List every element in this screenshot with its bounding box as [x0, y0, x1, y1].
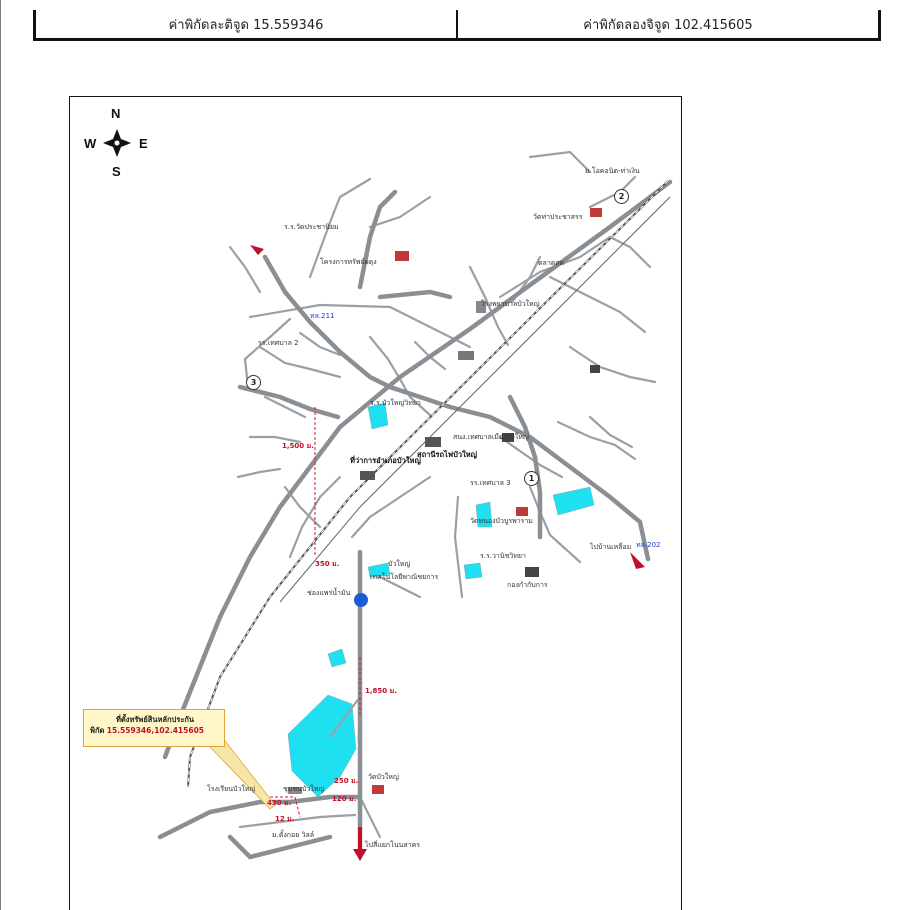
road-north — [360, 192, 395, 287]
label-school-buayai: ร.ร.บัวใหญ่วิทยา — [370, 399, 421, 407]
water-bodies — [288, 403, 594, 797]
label-school-wanwittaya: ร.ร.วานิชวิทยา — [480, 552, 526, 560]
label-mortgage-village: ม.โอคอนิต-ท่าเงิน — [585, 167, 640, 175]
arrow-nw — [250, 245, 264, 255]
callout-coords-prefix: พิกัด — [90, 726, 105, 735]
label-road-202: ทล.202 — [636, 541, 661, 549]
compass-west-label: W — [84, 136, 97, 151]
label-temple-prachasan: วัดท่าประชาสรร — [533, 213, 583, 221]
label-school-buayai2: โรงเรียนบัวใหญ่ — [207, 785, 256, 793]
label-lake: ช่องแพร่น้ำมัน — [307, 589, 351, 597]
railway — [188, 181, 670, 787]
label-school-prachaniyom: ร.ร.วัดประชานิยม — [284, 223, 339, 231]
distance-1850: 1,850 ม. — [365, 687, 397, 695]
label-to-bangna: ไปบ้านเหลื่อม — [590, 543, 632, 551]
location-map — [69, 96, 682, 910]
label-village-nearby: ม.ตั้งกอย วิลล์ — [272, 831, 315, 839]
label-hospital: โรงพยาบาลบัวใหญ่ — [481, 300, 540, 308]
route-number-2: 2 — [614, 189, 629, 204]
label-road-211: ทล.211 — [310, 312, 335, 320]
label-railway-station: สถานีรถไฟบัวใหญ่ — [417, 450, 478, 459]
map-drawing — [70, 97, 682, 910]
label-market: ตลาดสด — [538, 259, 565, 267]
compass-north-label: N — [111, 106, 121, 121]
distance-350: 350 ม. — [315, 560, 340, 568]
arrow-south — [353, 849, 367, 861]
label-buayai: บัวใหญ่ — [388, 560, 411, 568]
route-number-1: 1 — [524, 471, 539, 486]
callout-pointer — [210, 737, 275, 809]
callout-title: ที่ตั้งทรัพย์สินหลักประกัน — [115, 715, 195, 724]
road-west — [240, 387, 338, 417]
road-sw-bottom — [230, 837, 330, 857]
distance-1500: 1,500 ม. — [282, 442, 314, 450]
arrow-se — [630, 552, 645, 569]
page-left-border — [0, 0, 1, 910]
distance-250: 250 ม. — [334, 777, 359, 785]
pond-east — [553, 487, 594, 515]
compass-rose — [103, 129, 131, 157]
distance-12: 12 ม. — [275, 815, 295, 823]
longitude-cell: ค่าพิกัดลองจิจูด 102.415605 — [456, 10, 878, 38]
distance-430: 430 ม. — [267, 799, 292, 807]
callout-coords: 15.559346,102.415605 — [106, 726, 205, 735]
label-school-thesaban2: รร.เทศบาล 2 — [258, 339, 299, 347]
latitude-cell: ค่าพิกัดละติจูด 15.559346 — [168, 17, 324, 33]
coordinate-table — [33, 10, 881, 41]
label-to-nakhon: ไปสี่แยกโนนสาคร — [365, 841, 421, 849]
label-police: กองกำกับการ — [507, 581, 548, 589]
route-number-3: 3 — [246, 375, 261, 390]
compass-east-label: E — [139, 136, 148, 151]
pond-south — [464, 563, 482, 579]
label-technical-college: เทคโนโลยีพาณิชยการ — [370, 573, 439, 581]
road-north-east — [380, 292, 450, 297]
compass-south-label: S — [112, 164, 121, 179]
label-municipal-office: สนง.เทศบาลเมืองบัวใหญ่ — [453, 433, 529, 441]
distance-120: 120 ม. — [332, 795, 357, 803]
label-district-office: ที่ว่าการอำเภอบัวใหญ่ — [350, 456, 421, 465]
label-temple-buayai: วัดบัวใหญ่ — [368, 773, 399, 781]
label-temple-nongbua: วัดหนองบัวบูรพาราม — [470, 517, 533, 525]
label-project: โครงการทรัพย์ผดุง — [320, 258, 377, 266]
collateral-location-callout — [83, 709, 225, 747]
label-school-thesaban3: รร.เทศบาล 3 — [470, 479, 511, 487]
label-community: ชุมชนบัวใหญ่ — [283, 785, 325, 793]
small-pond — [328, 649, 346, 667]
